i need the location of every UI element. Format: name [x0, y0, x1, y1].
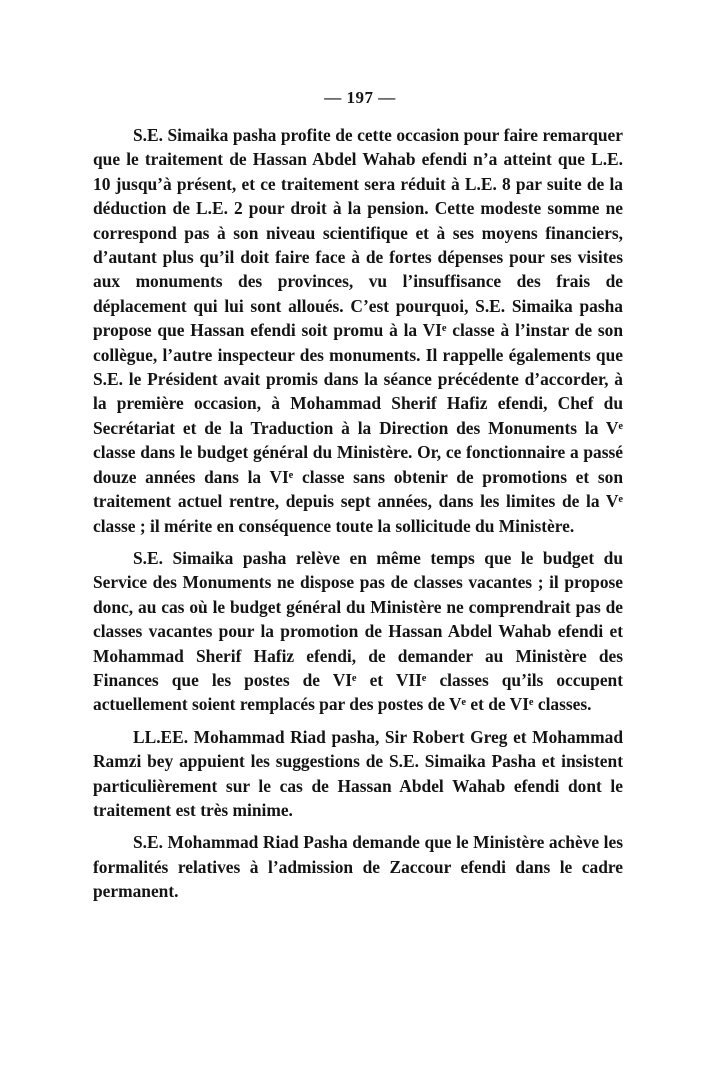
page-number: — 197 —: [324, 88, 396, 107]
paragraph-1: S.E. Simaika pasha profite de cette occasion pour faire remarquer que le traitement de Hassan Abdel Wahab efendi n’a atteint que L.E. 10 jusqu’à présent, et ce traitement sera réduit à L.E. 8 par suite de la déduction de L.E. 2 pour droit à la pension. Cette modeste somme ne correspond pas à son niveau scientifique et à ses moyens financiers, d’autant plus qu’il doit faire face à de fortes dépenses pour ses visites aux monuments des provinces, vu l’insuffisance des frais de déplacement qui lui sont alloués. C’est pourquoi, S.E. Simaika pasha propose que Hassan efendi soit promu à la VIᵉ classe à l’instar de son collègue, l’autre inspecteur des monuments. Il rappelle égalements que S.E. le Président avait promis dans la séance précédente d’accorder, à la première occasion, à Mohammad Sherif Hafiz efendi, Chef du Secrétariat et de la Traduction à la Direction des Monuments la Vᵉ classe dans le budget général du Ministère. Or, ce fonctionnaire a passé douze années dans la VIᵉ classe sans obtenir de promotions et son traitement actuel rentre, depuis sept années, dans les limites de la Vᵉ classe ; il mérite en conséquence toute la sollicitude du Ministère.: [93, 125, 623, 536]
body-text: [93, 123, 623, 904]
paragraph-4: S.E. Mohammad Riad Pasha demande que le Ministère achève les formalités relatives à l’admission de Zaccour efendi dans le cadre permanent.: [93, 832, 623, 902]
paragraph-3: LL.EE. Mohammad Riad pasha, Sir Robert Greg et Mohammad Ramzi bey appuient les suggestions de S.E. Simaika Pasha et insistent particulièrement sur le cas de Hassan Abdel Wahab efendi dont le traitement est très minime.: [93, 726, 623, 820]
paragraph-2: S.E. Simaika pasha relève en même temps que le budget du Service des Monuments ne dispose pas de classes vacantes ; il propose donc, au cas où le budget général du Ministère ne comprendrait pas de classes vacantes pour la promotion de Hassan Abdel Wahab efendi et Mohammad Sherif Hafiz efendi, de demander au Ministère des Finances que les postes de VIᵉ et VIIᵉ classes qu’ils occupent actuellement soient remplacés par des postes de Vᵉ et de VIᵉ classes.: [93, 547, 623, 715]
